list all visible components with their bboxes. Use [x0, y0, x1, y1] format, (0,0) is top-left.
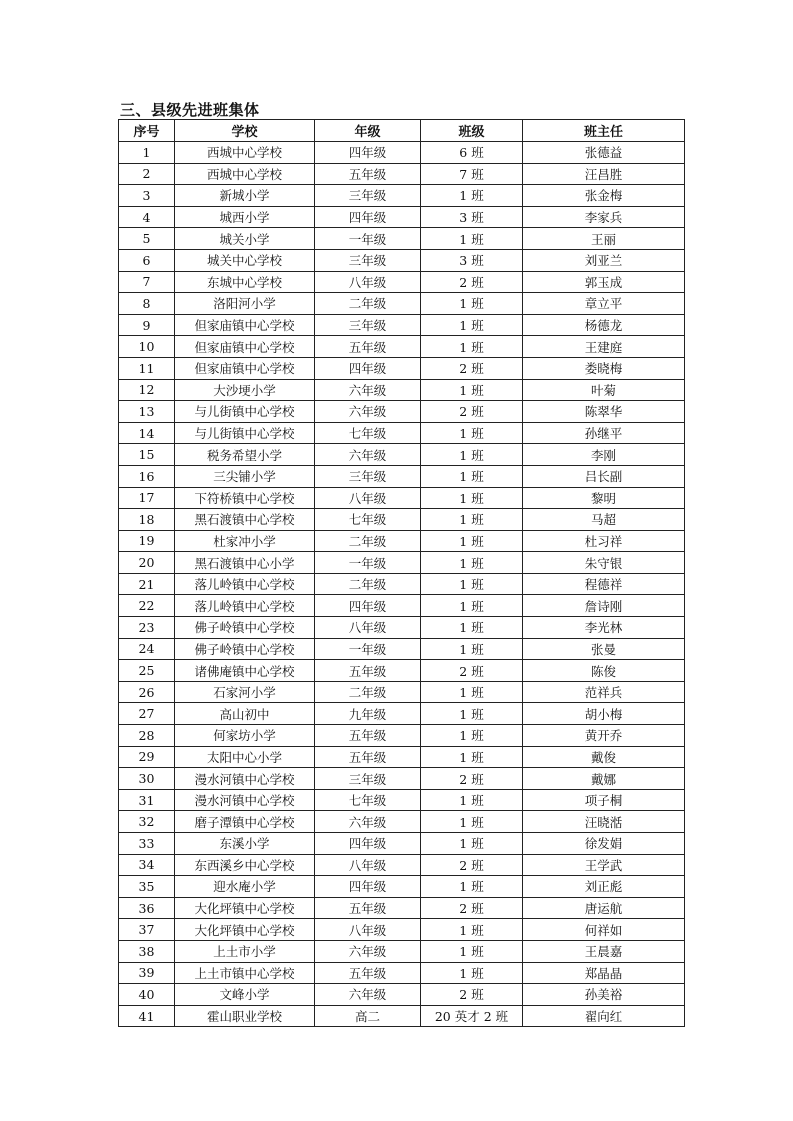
cell-class: 1 班 — [421, 185, 523, 207]
cell-serial-number: 10 — [119, 336, 175, 358]
cell-school: 杜家冲小学 — [175, 530, 315, 552]
cell-head-teacher: 王学武 — [523, 854, 685, 876]
cell-class: 1 班 — [421, 962, 523, 984]
cell-school: 大沙埂小学 — [175, 379, 315, 401]
cell-head-teacher: 胡小梅 — [523, 703, 685, 725]
cell-serial-number: 33 — [119, 833, 175, 855]
cell-class: 1 班 — [421, 293, 523, 315]
cell-class: 1 班 — [421, 573, 523, 595]
cell-class: 2 班 — [421, 357, 523, 379]
table-row — [119, 185, 685, 207]
cell-head-teacher: 张曼 — [523, 638, 685, 660]
cell-grade: 四年级 — [315, 595, 421, 617]
cell-serial-number: 24 — [119, 638, 175, 660]
cell-serial-number: 23 — [119, 617, 175, 639]
cell-serial-number: 12 — [119, 379, 175, 401]
cell-school: 与儿街镇中心学校 — [175, 401, 315, 423]
cell-serial-number: 38 — [119, 940, 175, 962]
cell-head-teacher: 范祥兵 — [523, 681, 685, 703]
cell-school: 东溪小学 — [175, 833, 315, 855]
cell-serial-number: 29 — [119, 746, 175, 768]
section-title: 三、县级先进班集体 — [120, 101, 260, 119]
cell-head-teacher: 程德祥 — [523, 573, 685, 595]
table-row — [119, 833, 685, 855]
table-row — [119, 444, 685, 466]
cell-school: 磨子潭镇中心学校 — [175, 811, 315, 833]
table-row — [119, 940, 685, 962]
cell-head-teacher: 刘亚兰 — [523, 249, 685, 271]
cell-school: 文峰小学 — [175, 984, 315, 1006]
cell-grade: 七年级 — [315, 422, 421, 444]
cell-grade: 八年级 — [315, 271, 421, 293]
table-row — [119, 530, 685, 552]
cell-head-teacher: 吕长副 — [523, 465, 685, 487]
table-row — [119, 293, 685, 315]
cell-head-teacher: 刘正彪 — [523, 876, 685, 898]
table-row — [119, 163, 685, 185]
cell-grade: 二年级 — [315, 573, 421, 595]
cell-class: 1 班 — [421, 876, 523, 898]
cell-head-teacher: 何祥如 — [523, 919, 685, 941]
cell-head-teacher: 马超 — [523, 509, 685, 531]
table-row — [119, 271, 685, 293]
cell-head-teacher: 孙继平 — [523, 422, 685, 444]
cell-serial-number: 8 — [119, 293, 175, 315]
table-row — [119, 897, 685, 919]
cell-school: 霍山职业学校 — [175, 1005, 315, 1027]
cell-serial-number: 15 — [119, 444, 175, 466]
cell-head-teacher: 杜习祥 — [523, 530, 685, 552]
cell-school: 高山初中 — [175, 703, 315, 725]
cell-head-teacher: 王晨嘉 — [523, 940, 685, 962]
table-row — [119, 746, 685, 768]
cell-class: 1 班 — [421, 552, 523, 574]
cell-grade: 四年级 — [315, 206, 421, 228]
cell-serial-number: 7 — [119, 271, 175, 293]
cell-serial-number: 2 — [119, 163, 175, 185]
header-grade: 年级 — [315, 120, 421, 142]
cell-head-teacher: 娄晓梅 — [523, 357, 685, 379]
cell-school: 东西溪乡中心学校 — [175, 854, 315, 876]
cell-grade: 三年级 — [315, 314, 421, 336]
cell-school: 洛阳河小学 — [175, 293, 315, 315]
cell-serial-number: 31 — [119, 789, 175, 811]
table-body — [119, 142, 685, 1027]
cell-serial-number: 19 — [119, 530, 175, 552]
cell-school: 下符桥镇中心学校 — [175, 487, 315, 509]
cell-school: 上土市镇中心学校 — [175, 962, 315, 984]
cell-school: 漫水河镇中心学校 — [175, 768, 315, 790]
cell-head-teacher: 王丽 — [523, 228, 685, 250]
table-row — [119, 638, 685, 660]
cell-school: 东城中心学校 — [175, 271, 315, 293]
cell-school: 佛子岭镇中心学校 — [175, 617, 315, 639]
cell-head-teacher: 徐发娟 — [523, 833, 685, 855]
cell-head-teacher: 唐运航 — [523, 897, 685, 919]
cell-class: 2 班 — [421, 768, 523, 790]
cell-class: 1 班 — [421, 336, 523, 358]
cell-class: 1 班 — [421, 703, 523, 725]
cell-grade: 四年级 — [315, 142, 421, 164]
cell-school: 城关中心学校 — [175, 249, 315, 271]
cell-head-teacher: 李光林 — [523, 617, 685, 639]
cell-head-teacher: 戴娜 — [523, 768, 685, 790]
table-row — [119, 509, 685, 531]
advanced-class-table — [118, 119, 685, 1027]
table-row — [119, 854, 685, 876]
cell-school: 落儿岭镇中心学校 — [175, 573, 315, 595]
cell-grade: 六年级 — [315, 401, 421, 423]
cell-school: 大化坪镇中心学校 — [175, 897, 315, 919]
table-row — [119, 703, 685, 725]
cell-class: 2 班 — [421, 401, 523, 423]
table-row — [119, 617, 685, 639]
table-row — [119, 919, 685, 941]
cell-class: 1 班 — [421, 314, 523, 336]
cell-grade: 五年级 — [315, 746, 421, 768]
table-row — [119, 962, 685, 984]
cell-grade: 六年级 — [315, 379, 421, 401]
cell-head-teacher: 黎明 — [523, 487, 685, 509]
cell-serial-number: 40 — [119, 984, 175, 1006]
cell-school: 城关小学 — [175, 228, 315, 250]
table-header — [119, 120, 685, 142]
cell-head-teacher: 翟向红 — [523, 1005, 685, 1027]
cell-class: 1 班 — [421, 530, 523, 552]
table-row — [119, 552, 685, 574]
table-row — [119, 314, 685, 336]
cell-grade: 五年级 — [315, 163, 421, 185]
table-row — [119, 1005, 685, 1027]
cell-class: 1 班 — [421, 789, 523, 811]
cell-class: 1 班 — [421, 725, 523, 747]
cell-school: 与儿街镇中心学校 — [175, 422, 315, 444]
cell-grade: 三年级 — [315, 249, 421, 271]
cell-class: 2 班 — [421, 271, 523, 293]
cell-class: 1 班 — [421, 833, 523, 855]
cell-serial-number: 34 — [119, 854, 175, 876]
cell-grade: 二年级 — [315, 293, 421, 315]
cell-serial-number: 13 — [119, 401, 175, 423]
cell-head-teacher: 叶菊 — [523, 379, 685, 401]
cell-head-teacher: 郭玉成 — [523, 271, 685, 293]
cell-head-teacher: 朱守银 — [523, 552, 685, 574]
cell-head-teacher: 戴俊 — [523, 746, 685, 768]
cell-grade: 六年级 — [315, 444, 421, 466]
cell-serial-number: 17 — [119, 487, 175, 509]
table-row — [119, 401, 685, 423]
cell-head-teacher: 郑晶晶 — [523, 962, 685, 984]
table-row — [119, 422, 685, 444]
cell-grade: 二年级 — [315, 681, 421, 703]
cell-serial-number: 6 — [119, 249, 175, 271]
cell-head-teacher: 张德益 — [523, 142, 685, 164]
cell-school: 城西小学 — [175, 206, 315, 228]
cell-serial-number: 3 — [119, 185, 175, 207]
cell-class: 1 班 — [421, 940, 523, 962]
table-row — [119, 660, 685, 682]
cell-serial-number: 16 — [119, 465, 175, 487]
cell-grade: 七年级 — [315, 789, 421, 811]
header-row — [119, 120, 685, 142]
table-row — [119, 789, 685, 811]
cell-grade: 五年级 — [315, 962, 421, 984]
cell-class: 3 班 — [421, 249, 523, 271]
cell-class: 6 班 — [421, 142, 523, 164]
cell-class: 1 班 — [421, 422, 523, 444]
cell-grade: 四年级 — [315, 833, 421, 855]
cell-head-teacher: 陈俊 — [523, 660, 685, 682]
cell-class: 1 班 — [421, 595, 523, 617]
cell-serial-number: 30 — [119, 768, 175, 790]
cell-head-teacher: 汪晓湉 — [523, 811, 685, 833]
cell-head-teacher: 詹诗刚 — [523, 595, 685, 617]
cell-serial-number: 1 — [119, 142, 175, 164]
cell-class: 7 班 — [421, 163, 523, 185]
cell-school: 税务希望小学 — [175, 444, 315, 466]
cell-serial-number: 39 — [119, 962, 175, 984]
cell-class: 1 班 — [421, 465, 523, 487]
cell-grade: 八年级 — [315, 487, 421, 509]
cell-head-teacher: 汪昌胜 — [523, 163, 685, 185]
cell-school: 西城中心学校 — [175, 163, 315, 185]
cell-class: 2 班 — [421, 897, 523, 919]
table-row — [119, 249, 685, 271]
cell-serial-number: 37 — [119, 919, 175, 941]
cell-school: 何家坊小学 — [175, 725, 315, 747]
cell-grade: 八年级 — [315, 919, 421, 941]
cell-class: 2 班 — [421, 660, 523, 682]
cell-grade: 八年级 — [315, 617, 421, 639]
cell-grade: 三年级 — [315, 768, 421, 790]
table-row — [119, 336, 685, 358]
cell-head-teacher: 张金梅 — [523, 185, 685, 207]
cell-serial-number: 9 — [119, 314, 175, 336]
table-row — [119, 206, 685, 228]
table-row — [119, 142, 685, 164]
cell-school: 佛子岭镇中心学校 — [175, 638, 315, 660]
cell-school: 落儿岭镇中心学校 — [175, 595, 315, 617]
cell-grade: 一年级 — [315, 552, 421, 574]
cell-grade: 五年级 — [315, 725, 421, 747]
cell-class: 1 班 — [421, 617, 523, 639]
cell-grade: 三年级 — [315, 185, 421, 207]
cell-head-teacher: 李刚 — [523, 444, 685, 466]
cell-head-teacher: 王建庭 — [523, 336, 685, 358]
cell-serial-number: 27 — [119, 703, 175, 725]
cell-head-teacher: 章立平 — [523, 293, 685, 315]
cell-class: 1 班 — [421, 487, 523, 509]
cell-head-teacher: 黄开乔 — [523, 725, 685, 747]
table-row — [119, 876, 685, 898]
header-class: 班级 — [421, 120, 523, 142]
cell-grade: 九年级 — [315, 703, 421, 725]
table-row — [119, 228, 685, 250]
cell-head-teacher: 杨德龙 — [523, 314, 685, 336]
cell-serial-number: 20 — [119, 552, 175, 574]
header-school: 学校 — [175, 120, 315, 142]
cell-class: 1 班 — [421, 811, 523, 833]
cell-class: 1 班 — [421, 681, 523, 703]
cell-school: 上土市小学 — [175, 940, 315, 962]
cell-class: 1 班 — [421, 379, 523, 401]
cell-grade: 五年级 — [315, 660, 421, 682]
table-row — [119, 725, 685, 747]
cell-school: 西城中心学校 — [175, 142, 315, 164]
cell-grade: 六年级 — [315, 811, 421, 833]
cell-grade: 三年级 — [315, 465, 421, 487]
table-row — [119, 573, 685, 595]
header-serial-number: 序号 — [119, 120, 175, 142]
cell-serial-number: 28 — [119, 725, 175, 747]
cell-grade: 五年级 — [315, 897, 421, 919]
cell-school: 新城小学 — [175, 185, 315, 207]
cell-school: 迎水庵小学 — [175, 876, 315, 898]
cell-serial-number: 32 — [119, 811, 175, 833]
cell-serial-number: 36 — [119, 897, 175, 919]
cell-school: 太阳中心小学 — [175, 746, 315, 768]
cell-class: 1 班 — [421, 919, 523, 941]
cell-grade: 四年级 — [315, 876, 421, 898]
cell-school: 黑石渡镇中心学校 — [175, 509, 315, 531]
cell-head-teacher: 项子桐 — [523, 789, 685, 811]
cell-serial-number: 25 — [119, 660, 175, 682]
cell-serial-number: 41 — [119, 1005, 175, 1027]
table-row — [119, 379, 685, 401]
table-row — [119, 595, 685, 617]
cell-grade: 八年级 — [315, 854, 421, 876]
cell-school: 黑石渡镇中心小学 — [175, 552, 315, 574]
cell-grade: 四年级 — [315, 357, 421, 379]
table-row — [119, 811, 685, 833]
cell-serial-number: 11 — [119, 357, 175, 379]
table-row — [119, 984, 685, 1006]
cell-serial-number: 14 — [119, 422, 175, 444]
cell-grade: 高二 — [315, 1005, 421, 1027]
table-row — [119, 487, 685, 509]
cell-grade: 六年级 — [315, 984, 421, 1006]
cell-school: 漫水河镇中心学校 — [175, 789, 315, 811]
cell-grade: 二年级 — [315, 530, 421, 552]
cell-head-teacher: 孙美裕 — [523, 984, 685, 1006]
cell-grade: 六年级 — [315, 940, 421, 962]
cell-serial-number: 22 — [119, 595, 175, 617]
cell-class: 3 班 — [421, 206, 523, 228]
table-row — [119, 357, 685, 379]
header-head-teacher: 班主任 — [523, 120, 685, 142]
cell-school: 但家庙镇中心学校 — [175, 357, 315, 379]
cell-serial-number: 26 — [119, 681, 175, 703]
cell-class: 1 班 — [421, 746, 523, 768]
cell-grade: 一年级 — [315, 228, 421, 250]
cell-serial-number: 4 — [119, 206, 175, 228]
cell-class: 1 班 — [421, 228, 523, 250]
table-row — [119, 768, 685, 790]
cell-serial-number: 5 — [119, 228, 175, 250]
cell-class: 1 班 — [421, 509, 523, 531]
cell-class: 2 班 — [421, 984, 523, 1006]
cell-class: 2 班 — [421, 854, 523, 876]
cell-grade: 五年级 — [315, 336, 421, 358]
cell-serial-number: 35 — [119, 876, 175, 898]
cell-grade: 七年级 — [315, 509, 421, 531]
cell-school: 石家河小学 — [175, 681, 315, 703]
cell-head-teacher: 李家兵 — [523, 206, 685, 228]
cell-class: 1 班 — [421, 444, 523, 466]
table-row — [119, 465, 685, 487]
cell-serial-number: 21 — [119, 573, 175, 595]
table-row — [119, 681, 685, 703]
cell-serial-number: 18 — [119, 509, 175, 531]
cell-grade: 一年级 — [315, 638, 421, 660]
cell-school: 但家庙镇中心学校 — [175, 336, 315, 358]
cell-school: 三尖铺小学 — [175, 465, 315, 487]
cell-class: 1 班 — [421, 638, 523, 660]
cell-school: 诸佛庵镇中心学校 — [175, 660, 315, 682]
cell-head-teacher: 陈翠华 — [523, 401, 685, 423]
cell-school: 但家庙镇中心学校 — [175, 314, 315, 336]
cell-class: 20 英才 2 班 — [421, 1005, 523, 1027]
cell-school: 大化坪镇中心学校 — [175, 919, 315, 941]
